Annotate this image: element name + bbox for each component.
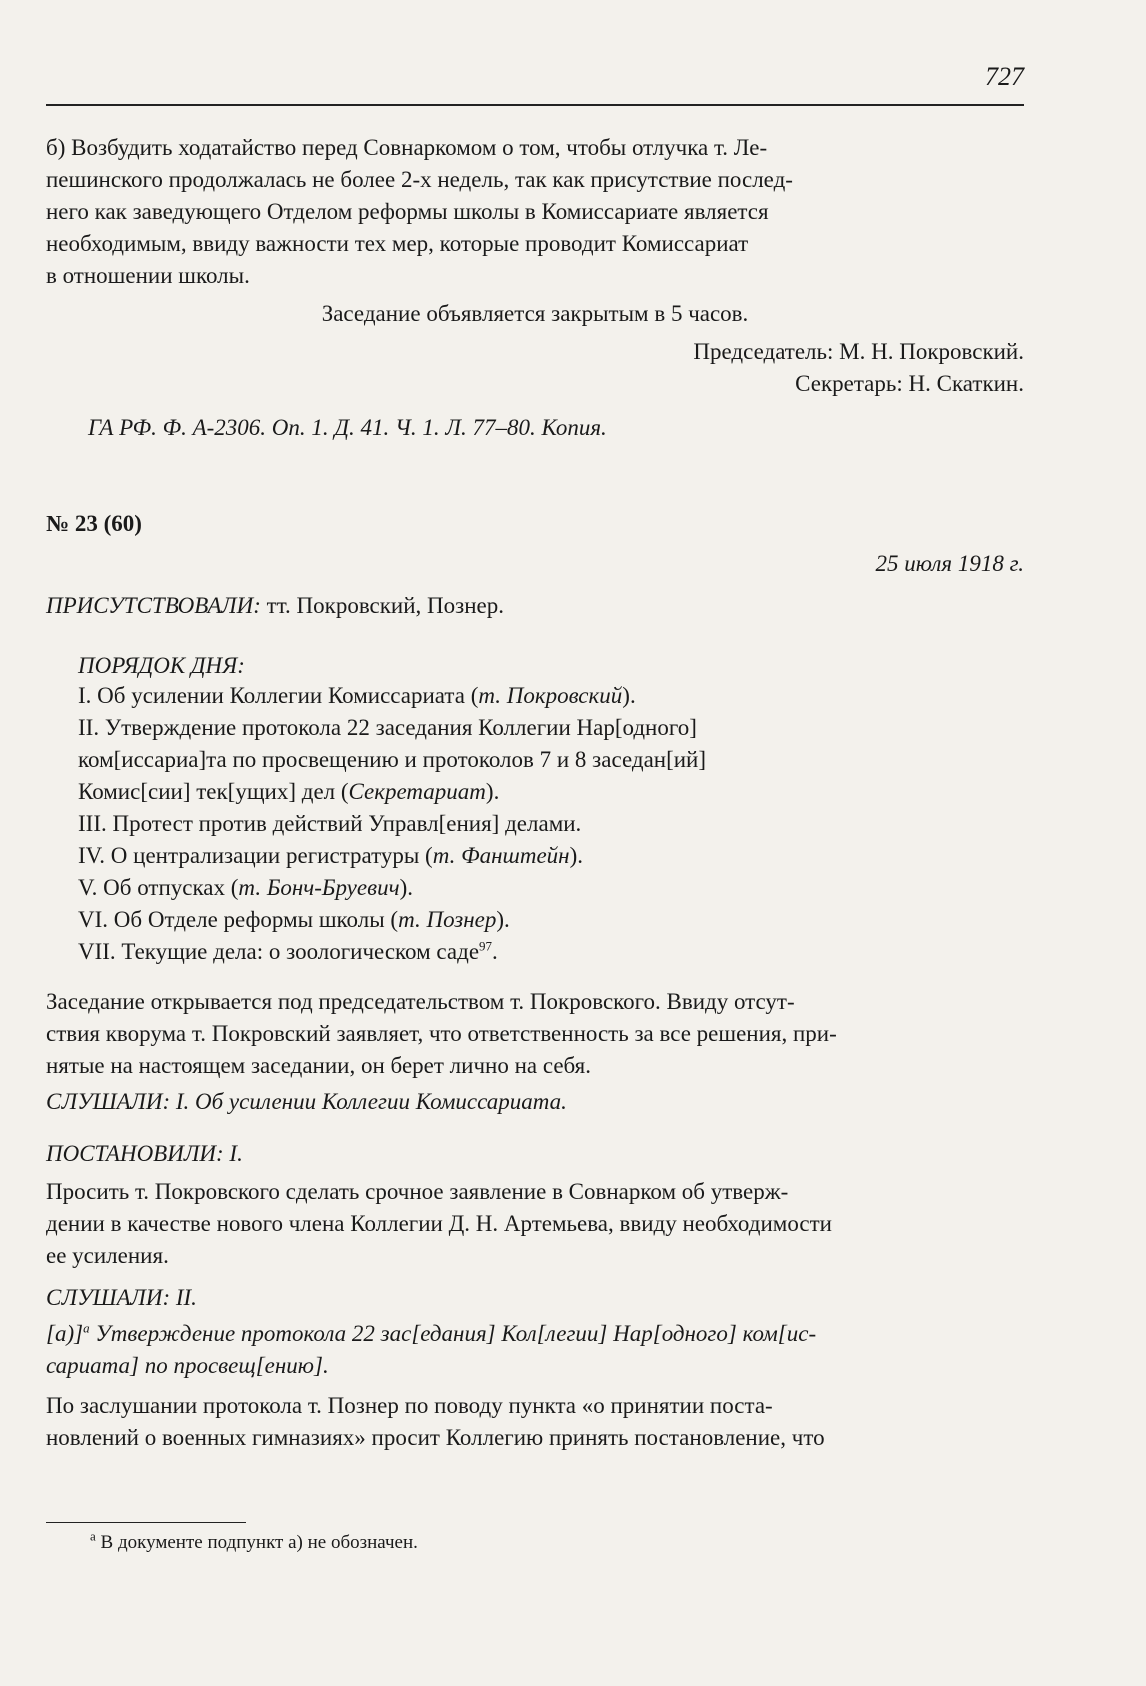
paragraph-protocol	[46, 1390, 1024, 1454]
paragraph-opening	[46, 986, 1024, 1082]
paragraph-resolution-1	[46, 1176, 1024, 1272]
heard-2-subitem	[46, 1318, 1024, 1382]
text-line: необходимым, ввиду важности тех мер, которые проводит Комиссариат	[46, 231, 749, 256]
text-line: $[а)]^а$ Утверждение протокола 22 зас[едания] Кол[легии] Нар[одного] ком[ис-	[46, 1320, 817, 1346]
closing-statement: Заседание объявляется закрытым в 5 часов.	[321, 301, 749, 326]
text-line: По заслушании протокола т. Познер по поводу пункта «о принятии поста-	[46, 1393, 773, 1418]
text-line: ее усиления.	[46, 1243, 169, 1268]
footnote-text: В документе подпункт а) не обозначен.	[95, 1532, 418, 1553]
present-names: тт. Покровский, Познер.	[260, 593, 505, 618]
text-line: дении в качестве нового члена Коллегии Д. Н. Артемьева, ввиду необходимости	[46, 1211, 832, 1236]
paragraph-petition	[46, 132, 1024, 292]
agenda-item: IV. О централизации регистратуры (т. Фанштейн).	[78, 843, 584, 868]
agenda-list	[78, 680, 1018, 968]
agenda-item: VII. Текущие дела: о зоологическом саде$^{97}$.	[78, 938, 498, 964]
text-line: нятые на настоящем заседании, он берет лично на себя.	[46, 1053, 591, 1078]
agenda-item: VI. Об Отделе реформы школы (т. Познер).	[78, 907, 510, 932]
text-line: Заседание открывается под председательством т. Покровского. Ввиду отсут-	[46, 989, 795, 1014]
document-date: 25 июля 1918 г.	[875, 551, 1024, 576]
page-header	[46, 62, 1024, 106]
text-line: него как заведующего Отделом реформы школы в Комиссариате является	[46, 199, 769, 224]
text-line: новлений о военных гимназиях» просит Коллегию принять постановление, что	[46, 1425, 825, 1450]
heard-2: СЛУШАЛИ: II.	[46, 1285, 197, 1310]
present-label: ПРИСУТСТВОВАЛИ:	[46, 593, 261, 618]
text-line: ствия кворума т. Покровский заявляет, что ответственность за все решения, при-	[46, 1021, 837, 1046]
text-line: пешинского продолжалась не более 2-х недель, так как присутствие послед-	[46, 167, 793, 192]
footnote-divider	[46, 1522, 246, 1523]
resolved-1: ПОСТАНОВИЛИ: I.	[46, 1141, 243, 1166]
secretary-signature: Секретарь: Н. Скаткин.	[795, 371, 1024, 396]
footnote-mark: а	[90, 1528, 96, 1544]
agenda-item: III. Протест против действий Управл[ения] делами.	[78, 811, 582, 836]
footnote-ref: 97	[479, 938, 493, 954]
agenda-item: I. Об усилении Коллегии Комиссариата (т. Покровский).	[78, 683, 636, 708]
text-line: сариата] по просвещ[ению].	[46, 1353, 329, 1378]
agenda-label: ПОРЯДОК ДНЯ:	[78, 653, 245, 678]
agenda-item: ком[иссариа]та по просвещению и протоколов 7 и 8 заседан[ий]	[78, 747, 707, 772]
chairman-signature: Председатель: М. Н. Покровский.	[693, 339, 1024, 364]
agenda-item: II. Утверждение протокола 22 заседания Коллегии Нар[одного]	[78, 715, 697, 740]
page-number: 727	[985, 62, 1024, 91]
heard-1: СЛУШАЛИ: I. Об усилении Коллегии Комиссариата.	[46, 1089, 567, 1114]
footnote	[90, 1530, 418, 1556]
archive-source: ГА РФ. Ф. А-2306. Оп. 1. Д. 41. Ч. 1. Л. 77–80. Копия.	[88, 415, 607, 440]
agenda-item: V. Об отпусках (т. Бонч-Бруевич).	[78, 875, 413, 900]
footnote-ref: а	[83, 1320, 90, 1336]
agenda-item: Комис[сии] тек[ущих] дел (Секретариат).	[78, 779, 500, 804]
text-line: в отношении школы.	[46, 263, 250, 288]
text-line: Просить т. Покровского сделать срочное заявление в Совнарком об утверж-	[46, 1179, 789, 1204]
document-number: № 23 (60)	[46, 511, 142, 536]
text-line: б) Возбудить ходатайство перед Совнаркомом о том, чтобы отлучка т. Ле-	[46, 135, 768, 160]
present-line	[46, 590, 1024, 622]
